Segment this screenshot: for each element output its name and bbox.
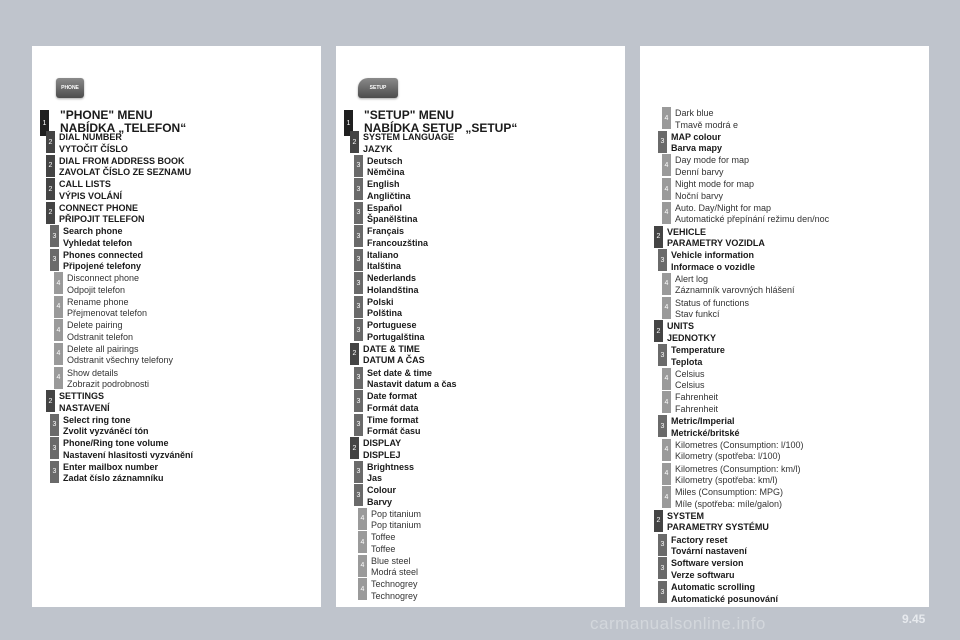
entry-czech: Kilometry (spotřeba: km/l) [675, 475, 778, 485]
menu-entry [367, 368, 457, 391]
level-4-badge: 4 [662, 463, 671, 485]
level-3-badge: 3 [354, 484, 363, 506]
level-3-badge: 3 [354, 319, 363, 341]
menu-entry [675, 392, 718, 415]
entry-english: Italiano [367, 249, 399, 260]
entry-english: Fahrenheit [675, 392, 719, 403]
menu-entry [59, 179, 122, 202]
level-3-badge: 3 [50, 249, 59, 271]
entry-czech: Metrické/britské [671, 427, 740, 438]
menu-entry [675, 155, 749, 178]
entry-czech: Barvy [367, 496, 393, 507]
level-3-badge: 3 [658, 131, 667, 153]
entry-czech: Formát data [367, 402, 419, 413]
menu-entry [367, 156, 405, 179]
entry-english: SYSTEM [667, 510, 705, 521]
menu-entry [367, 250, 401, 273]
menu-entry [67, 320, 133, 343]
level-3-badge: 3 [658, 557, 667, 579]
level-3-badge: 3 [354, 249, 363, 271]
entry-czech: Zadat číslo záznamníku [63, 473, 164, 484]
entry-czech: Noční barvy [675, 190, 724, 201]
entry-czech: Polština [367, 308, 403, 319]
level-3-badge: 3 [658, 344, 667, 366]
level-3-badge: 3 [354, 461, 363, 483]
setup-menu-panel [336, 46, 625, 607]
entry-english: Delete all pairings [67, 343, 139, 354]
level-3-badge: 3 [658, 581, 667, 603]
level-3-badge: 3 [354, 155, 363, 177]
level-4-badge: 4 [54, 343, 63, 365]
menu-entry [371, 509, 421, 532]
level-3-badge: 3 [658, 534, 667, 556]
entry-czech: Připojené telefony [63, 261, 142, 272]
entry-czech: Zobrazit podrobnosti [67, 379, 150, 389]
level-4-badge: 4 [662, 273, 671, 295]
entry-czech: VYTOČIT ČÍSLO [59, 143, 128, 154]
menu-entry [67, 344, 173, 367]
level-3-badge: 3 [354, 367, 363, 389]
entry-czech: PŘIPOJIT TELEFON [59, 214, 145, 225]
entry-czech: PARAMETRY VOZIDLA [667, 238, 765, 248]
entry-czech: JAZYK [363, 143, 393, 154]
entry-czech: Nastavení hlasitosti vyzvánění [63, 449, 194, 460]
level-3-badge: 3 [658, 249, 667, 271]
menu-entry [371, 579, 418, 602]
menu-entry [367, 320, 425, 343]
menu-entry [675, 179, 754, 202]
entry-czech: DATUM A ČAS [363, 355, 425, 366]
phone-menu-title: "PHONE" MENU NABÍDKA „TELEFON“ [60, 108, 187, 135]
level-3-badge: 3 [354, 272, 363, 294]
entry-english: Temperature [671, 345, 725, 355]
entry-english: Kilometres (Consumption: km/l) [675, 463, 801, 474]
entry-english: Alert log [675, 273, 709, 284]
entry-english: Dark blue [675, 108, 714, 118]
entry-english: Auto. Day/Night for map [675, 202, 772, 213]
level-3-badge: 3 [658, 415, 667, 437]
entry-english: Time format [367, 414, 419, 425]
entry-english: DISPLAY [363, 438, 402, 449]
menu-entry [63, 415, 149, 438]
setup-continued-panel [640, 46, 929, 607]
level-2-badge: 2 [654, 510, 663, 532]
level-4-badge: 4 [662, 391, 671, 413]
level-4-badge: 4 [358, 578, 367, 600]
menu-entry [667, 321, 716, 344]
entry-english: Day mode for map [675, 155, 750, 166]
level-2-badge: 2 [350, 437, 359, 459]
menu-entry [671, 345, 725, 368]
entry-czech: Portugalština [367, 331, 425, 342]
entry-czech: Teplota [671, 356, 703, 367]
menu-entry [371, 556, 418, 579]
entry-czech: PARAMETRY SYSTÉMU [667, 522, 769, 533]
menu-entry [63, 226, 132, 249]
entry-english: Blue steel [371, 555, 411, 566]
entry-czech: Odstranit telefon [67, 331, 134, 342]
entry-english: Polski [367, 296, 394, 307]
entry-czech: Pop titanium [371, 520, 422, 531]
entry-english: Kilometres (Consumption: l/100) [675, 439, 804, 450]
level-4-badge: 4 [662, 368, 671, 390]
entry-czech: Záznamník varovných hlášení [675, 285, 795, 296]
level-4-badge: 4 [662, 154, 671, 176]
entry-english: SETTINGS [59, 391, 105, 402]
menu-entry [67, 368, 149, 391]
level-2-badge: 2 [350, 131, 359, 153]
entry-english: VEHICLE [667, 226, 707, 237]
entry-czech: Stav funkcí [675, 309, 720, 320]
level-4-badge: 4 [358, 508, 367, 530]
entry-czech: Fahrenheit [675, 403, 719, 414]
menu-entry [63, 250, 143, 273]
entry-english: DIAL FROM ADDRESS BOOK [59, 155, 185, 166]
level-4-badge: 4 [358, 555, 367, 577]
menu-entry [367, 485, 396, 508]
entry-english: Portuguese [367, 320, 417, 331]
entry-czech: Formát času [367, 426, 421, 437]
entry-english: Disconnect phone [67, 273, 140, 284]
phone-menu-panel [32, 46, 321, 607]
entry-english: Rename phone [67, 296, 129, 307]
level-3-badge: 3 [354, 414, 363, 436]
menu-entry [675, 274, 795, 297]
entry-english: Toffee [371, 532, 396, 543]
level-4-badge: 4 [54, 272, 63, 294]
menu-entry [367, 179, 411, 202]
entry-czech: NASTAVENÍ [59, 402, 110, 413]
level-4-badge: 4 [54, 367, 63, 389]
entry-czech: Tovární nastavení [671, 546, 747, 557]
level-2-badge: 2 [46, 131, 55, 153]
level-1-badge: 1 [40, 110, 49, 136]
menu-entry [667, 227, 765, 250]
level-2-badge: 2 [46, 202, 55, 224]
entry-english: Pop titanium [371, 508, 422, 519]
entry-czech: JEDNOTKY [667, 332, 717, 343]
entry-czech: Toffee [371, 543, 396, 554]
menu-entry [367, 415, 421, 438]
menu-entry [367, 273, 419, 296]
entry-english: Software version [671, 558, 744, 569]
menu-entry [367, 391, 419, 414]
level-3-badge: 3 [354, 178, 363, 200]
level-3-badge: 3 [50, 437, 59, 459]
menu-entry [59, 132, 128, 155]
entry-english: Automatic scrolling [671, 582, 756, 592]
menu-entry [675, 440, 804, 463]
entry-english: CONNECT PHONE [59, 202, 139, 213]
setup-menu-title: "SETUP" MENU NABÍDKA SETUP „SETUP“ [364, 108, 518, 135]
menu-entry [671, 558, 744, 581]
entry-english: Phones connected [63, 249, 144, 260]
phone-button-icon: PHONE [56, 78, 84, 98]
level-3-badge: 3 [354, 225, 363, 247]
level-4-badge: 4 [662, 486, 671, 508]
entry-czech: Odstranit všechny telefony [67, 355, 174, 366]
entry-english: Español [367, 202, 403, 213]
entry-czech: Holandština [367, 284, 419, 295]
entry-czech: Celsius [675, 380, 705, 391]
entry-czech: Nastavit datum a čas [367, 379, 457, 389]
level-4-badge: 4 [358, 531, 367, 553]
menu-entry [671, 132, 722, 155]
menu-entry [63, 462, 164, 485]
entry-english: Deutsch [367, 155, 403, 166]
entry-czech: Míle (spotřeba: míle/galon) [675, 498, 783, 509]
entry-english: MAP colour [671, 131, 721, 142]
menu-entry [59, 391, 110, 414]
menu-entry [675, 369, 705, 392]
level-3-badge: 3 [50, 414, 59, 436]
level-3-badge: 3 [50, 461, 59, 483]
level-4-badge: 4 [662, 202, 671, 224]
menu-entry [671, 582, 778, 605]
entry-czech: ZAVOLAT ČÍSLO ZE SEZNAMU [59, 167, 192, 178]
entry-english: Status of functions [675, 297, 750, 308]
menu-entry [675, 487, 783, 510]
entry-english: Nederlands [367, 273, 417, 284]
entry-czech: Vyhledat telefon [63, 237, 133, 248]
menu-entry [67, 297, 147, 320]
level-3-badge: 3 [354, 202, 363, 224]
page-number: 9.45 [902, 612, 926, 626]
entry-czech: Zvolit vyzváněcí tón [63, 426, 149, 437]
level-3-badge: 3 [354, 296, 363, 318]
menu-entry [67, 273, 139, 296]
entry-english: Date format [367, 391, 418, 402]
entry-english: Delete pairing [67, 320, 123, 331]
entry-czech: Němčina [367, 167, 405, 178]
entry-english: Français [367, 226, 405, 237]
level-2-badge: 2 [350, 343, 359, 365]
entry-czech: Automatické přepínání režimu den/noc [675, 214, 830, 225]
menu-entry [367, 226, 428, 249]
menu-entry [671, 250, 755, 273]
entry-czech: Francouzština [367, 237, 429, 248]
menu-entry [671, 416, 740, 439]
level-3-badge: 3 [354, 390, 363, 412]
entry-english: DATE & TIME [363, 343, 420, 354]
level-4-badge: 4 [662, 439, 671, 461]
menu-entry [59, 203, 145, 226]
level-2-badge: 2 [654, 226, 663, 248]
menu-entry [371, 532, 395, 555]
entry-english: Technogrey [371, 579, 418, 590]
entry-english: CALL LISTS [59, 179, 111, 190]
entry-czech: Přejmenovat telefon [67, 308, 148, 319]
level-4-badge: 4 [662, 297, 671, 319]
entry-czech: Automatické posunování [671, 593, 779, 604]
menu-entry [675, 298, 749, 321]
entry-english: Vehicle information [671, 250, 755, 261]
level-1-badge: 1 [344, 110, 353, 136]
entry-czech: Jas [367, 473, 383, 484]
menu-entry [675, 464, 801, 487]
menu-entry [367, 462, 414, 485]
entry-english: DIAL NUMBER [59, 132, 122, 142]
menu-entry [671, 535, 747, 558]
level-2-badge: 2 [654, 320, 663, 342]
entry-english: Metric/Imperial [671, 416, 735, 427]
level-2-badge: 2 [46, 155, 55, 177]
watermark: carmanualsonline.info [590, 614, 766, 633]
menu-entry [63, 438, 193, 461]
entry-english: Colour [367, 485, 396, 496]
entry-czech: Denní barvy [675, 166, 724, 177]
entry-czech: Kilometry (spotřeba: l/100) [675, 451, 781, 462]
entry-czech: Tmavě modrá e [675, 119, 739, 130]
entry-czech: DISPLEJ [363, 449, 401, 460]
menu-entry [367, 203, 418, 226]
entry-czech: Technogrey [371, 590, 418, 601]
entry-english: Brightness [367, 461, 415, 472]
entry-english: Phone/Ring tone volume [63, 438, 169, 449]
level-2-badge: 2 [46, 178, 55, 200]
entry-english: Show details [67, 367, 119, 378]
level-4-badge: 4 [662, 107, 671, 129]
entry-english: Night mode for map [675, 179, 755, 190]
menu-entry [59, 156, 191, 179]
entry-czech: Modrá steel [371, 567, 419, 578]
entry-english: English [367, 179, 400, 190]
setup-button-icon: SETUP [358, 78, 398, 98]
entry-english: SYSTEM LANGUAGE [363, 132, 455, 142]
entry-english: Select ring tone [63, 414, 131, 425]
menu-entry [367, 297, 402, 320]
entry-czech: Angličtina [367, 190, 411, 201]
level-4-badge: 4 [54, 296, 63, 318]
entry-english: Enter mailbox number [63, 461, 159, 472]
entry-english: Set date & time [367, 367, 433, 378]
entry-czech: Informace o vozidle [671, 261, 756, 272]
entry-czech: Italština [367, 261, 402, 272]
menu-entry [667, 511, 769, 534]
menu-entry [363, 344, 425, 367]
level-4-badge: 4 [662, 178, 671, 200]
entry-czech: VÝPIS VOLÁNÍ [59, 190, 123, 201]
menu-entry [363, 438, 401, 461]
level-2-badge: 2 [46, 390, 55, 412]
menu-entry [363, 132, 454, 155]
entry-czech: Verze softwaru [671, 569, 735, 580]
entry-czech: Odpojit telefon [67, 284, 126, 295]
menu-entry [675, 108, 738, 131]
entry-english: Celsius [675, 368, 705, 379]
level-3-badge: 3 [50, 225, 59, 247]
entry-english: Miles (Consumption: MPG) [675, 487, 784, 498]
level-4-badge: 4 [54, 319, 63, 341]
entry-czech: Španělština [367, 214, 418, 225]
entry-english: Factory reset [671, 534, 728, 545]
entry-english: UNITS [667, 321, 694, 332]
menu-entry [675, 203, 829, 226]
entry-czech: Barva mapy [671, 143, 723, 154]
entry-english: Search phone [63, 226, 123, 237]
